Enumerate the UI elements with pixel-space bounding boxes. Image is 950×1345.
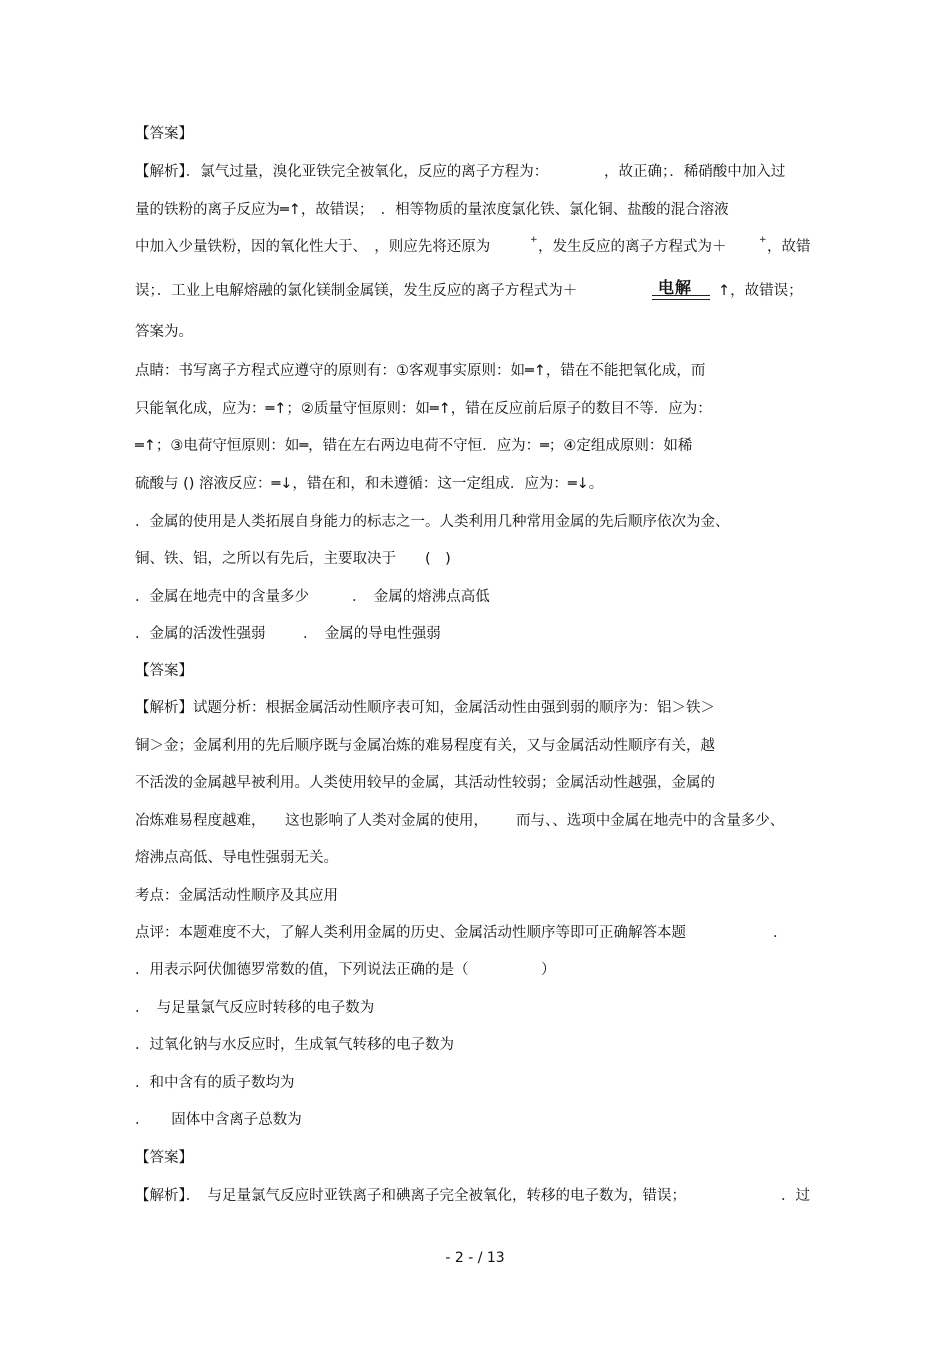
analysis-line-1: 【解析】．氯气过量，溴化亚铁完全被氧化，反应的离子方程为：	[135, 164, 549, 180]
answer-statement: 答案为。	[135, 324, 193, 340]
question2-option-a: ． 与足量氯气反应时转移的电子数为	[135, 1000, 375, 1016]
question2-option-c: ．和中含有的质子数均为	[135, 1075, 295, 1091]
analysis2-line-3: 不活泼的金属越早被利用。人类使用较早的金属，其活动性较弱；金属活动性越强，金属的	[135, 775, 715, 791]
question2-stem: ．用表示阿伏伽德罗常数的值，下列说法正确的是（ ）	[135, 962, 556, 978]
comment-line: 点评：本题难度不大，了解人类利用金属的历史、金属活动性顺序等即可正确解答本题	[135, 925, 686, 941]
analysis-line-3: 中加入少量铁粉，因的氧化性大于、 ，则应先将还原为	[135, 239, 491, 255]
analysis-line-3-end: ，故错	[767, 239, 811, 255]
tip-line-4: 硫酸与 () 溶液反应：═↓，错在和，和未遵循：这一定组成．应为：═↓。	[135, 476, 604, 492]
question-stem-line-1: ．金属的使用是人类拓展自身能力的标志之一。人类利用几种常用金属的先后顺序依次为金、	[135, 514, 730, 530]
analysis3-line-1: 【解析】． 与足量氯气反应时亚铁离子和碘离子完全被氧化，转移的电子数为，错误；	[135, 1188, 686, 1204]
electrolysis-label: 电解	[658, 278, 693, 297]
question-stem-line-2: 铜、铁、铝，之所以有先后，主要取决于 ( )	[135, 551, 451, 567]
answer-heading-3: 【答案】	[135, 1150, 193, 1166]
option-c: ．金属的活泼性强弱	[135, 626, 266, 642]
question2-option-d: ． 固体中含离子总数为	[135, 1112, 302, 1128]
option-d: ． 金属的导电性强弱	[303, 626, 441, 642]
analysis2-line-4c: 而与、、选项中金属在地壳中的含量多少、	[516, 813, 785, 829]
equation-bar	[652, 299, 710, 300]
answer-heading-1: 【答案】	[135, 126, 193, 142]
analysis3-line-1-end: ．过	[781, 1188, 810, 1204]
option-b: ． 金属的熔沸点高低	[352, 589, 490, 605]
electrolysis-condition	[652, 275, 712, 305]
tip-line-1: 点睛：书写离子方程式应遵守的原则有：①客观事实原则：如═↑，错在不能把氧化成，而	[135, 363, 706, 379]
analysis2-line-5: 熔沸点高低、导电性强弱无关。	[135, 850, 338, 866]
page-number: - 2 - / 13	[445, 1250, 505, 1266]
superscript-plus: +	[530, 235, 538, 245]
comment-line-end: ．	[773, 925, 788, 941]
analysis2-line-4a: 冶炼难易程度越难，	[135, 813, 266, 829]
analysis-line-2: 量的铁粉的离子反应为═↑，故错误； ．相等物质的量浓度氯化铁、氯化铜、盐酸的混合溶液	[135, 202, 729, 218]
knowledge-point: 考点：金属活动性顺序及其应用	[135, 888, 338, 904]
tip-line-3: ═↑；③电荷守恒原则：如═，错在左右两边电荷不守恒．应为：═；④定组成原则：如稀	[135, 438, 693, 454]
analysis2-line-4b: 这也影响了人类对金属的使用，	[285, 813, 488, 829]
superscript-plus: +	[759, 235, 767, 245]
question2-option-b: ．过氧化钠与水反应时，生成氧气转移的电子数为	[135, 1037, 454, 1053]
answer-heading-2: 【答案】	[135, 663, 193, 679]
tip-line-2: 只能氧化成，应为：═↑；②质量守恒原则：如═↑，错在反应前后原子的数目不等．应为：	[135, 401, 712, 417]
analysis-line-1-end: ，故正确；．稀硝酸中加入过	[604, 164, 786, 180]
equation-bar	[652, 295, 710, 296]
analysis2-line-1: 【解析】试题分析：根据金属活动性顺序表可知，金属活动性由强到弱的顺序为：铝＞铁＞	[135, 700, 715, 716]
analysis2-line-2: 铜＞金；金属利用的先后顺序既与金属冶炼的难易程度有关，又与金属活动性顺序有关，越	[135, 738, 715, 754]
analysis-line-4-end: ↑，故错误；	[718, 283, 803, 299]
analysis-line-3-mid: ，发生反应的离子方程式为＋	[538, 239, 727, 255]
analysis-line-4: 误；．工业上电解熔融的氯化镁制金属镁，发生反应的离子方程式为＋	[135, 283, 578, 299]
option-a: ．金属在地壳中的含量多少	[135, 589, 309, 605]
